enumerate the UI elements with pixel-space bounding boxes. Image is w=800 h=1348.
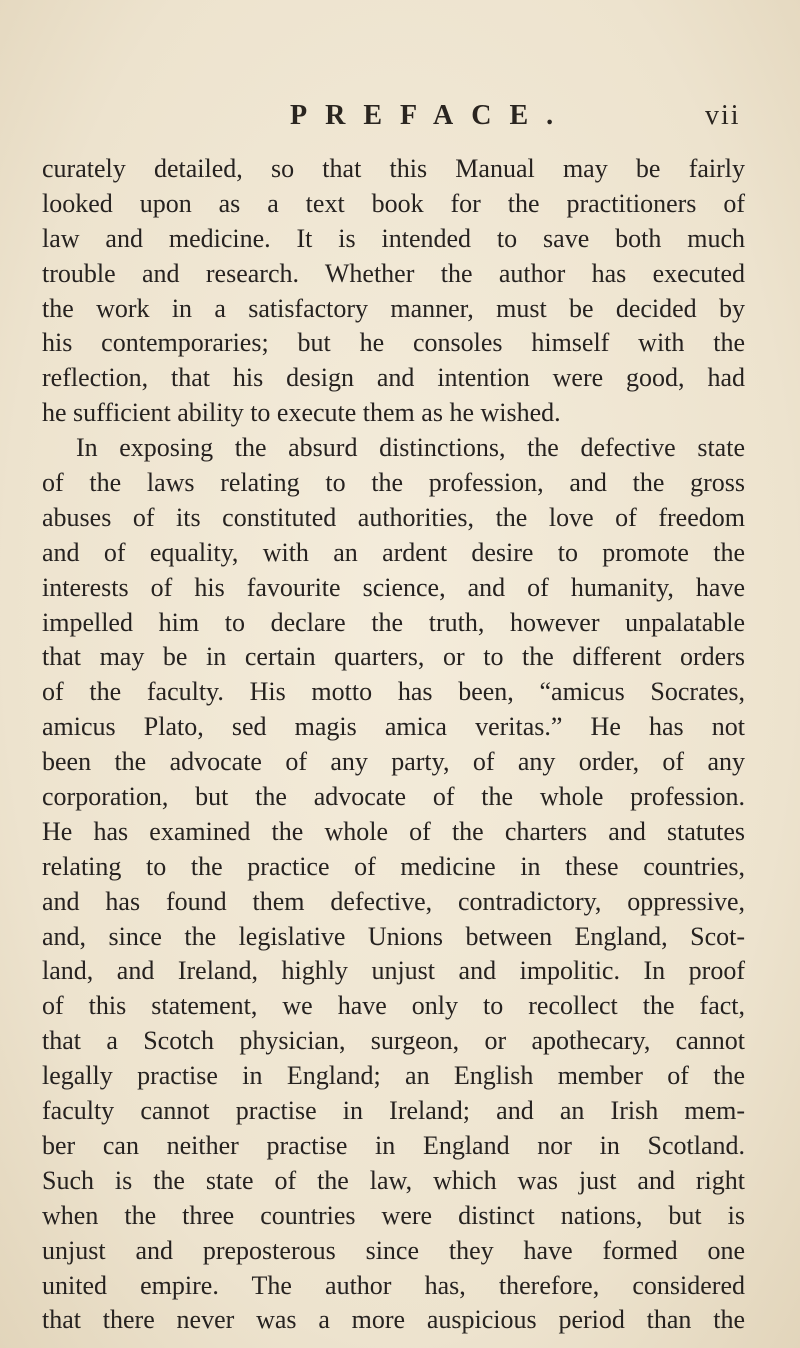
text-line: reflection, that his design and intention were good, had <box>42 363 745 393</box>
text-line: his contemporaries; but he consoles himself with the <box>42 328 745 358</box>
text-line: he sufficient ability to execute them as he wished. <box>42 398 561 428</box>
running-head <box>0 100 800 134</box>
text-line: when the three countries were distinct nations, but is <box>42 1200 745 1230</box>
text-line: trouble and research. Whether the author has executed <box>42 258 745 288</box>
text-line: and of equality, with an ardent desire to promote the <box>42 537 745 567</box>
text-line: the work in a satisfactory manner, must be decided by <box>42 293 745 323</box>
text-line: curately detailed, so that this Manual may be fairly <box>42 154 745 183</box>
text-line: of the faculty. His motto has been, “amicus Socrates, <box>42 677 745 707</box>
body-text <box>42 152 745 1338</box>
text-line: that a Scotch physician, surgeon, or apothecary, cannot <box>42 1026 745 1056</box>
running-head-title: PREFACE. <box>290 100 572 131</box>
text-line: that there never was a more auspicious period than the <box>42 1305 745 1335</box>
text-line: legally practise in England; an English member of the <box>42 1061 745 1091</box>
text-line: of the laws relating to the profession, and the gross <box>42 468 745 498</box>
text-line: amicus Plato, sed magis amica veritas.” He has not <box>42 712 745 742</box>
paragraph-2 <box>42 431 745 1338</box>
text-line: corporation, but the advocate of the whole profession. <box>42 782 745 812</box>
text-line: and, since the legislative Unions between England, Scot- <box>42 921 745 951</box>
page-number: vii <box>705 100 741 131</box>
text-line: that may be in certain quarters, or to the different orders <box>42 642 745 672</box>
text-line: been the advocate of any party, of any order, of any <box>42 747 745 777</box>
text-line: land, and Ireland, highly unjust and impolitic. In proof <box>42 956 745 986</box>
paragraph-1 <box>42 152 745 431</box>
text-line: unjust and preposterous since they have formed one <box>42 1235 745 1265</box>
text-line: He has examined the whole of the charters and statutes <box>42 816 745 846</box>
text-line: law and medicine. It is intended to save both much <box>42 223 745 253</box>
text-line: relating to the practice of medicine in these countries, <box>42 851 745 881</box>
text-line: Such is the state of the law, which was just and right <box>42 1165 745 1195</box>
text-line: ber can neither practise in England nor in Scotland. <box>42 1130 745 1160</box>
text-line: faculty cannot practise in Ireland; and an Irish mem- <box>42 1096 745 1126</box>
text-line: In exposing the absurd distinctions, the defective state <box>76 433 745 463</box>
text-line: united empire. The author has, therefore, considered <box>42 1270 745 1300</box>
text-line: and has found them defective, contradictory, oppressive, <box>42 886 745 916</box>
text-line: looked upon as a text book for the practitioners of <box>42 188 745 218</box>
text-line: abuses of its constituted authorities, the love of freedom <box>42 502 745 532</box>
text-line: interests of his favourite science, and of humanity, have <box>42 572 745 602</box>
text-line: impelled him to declare the truth, however unpalatable <box>42 607 745 637</box>
text-line: of this statement, we have only to recollect the fact, <box>42 991 745 1021</box>
